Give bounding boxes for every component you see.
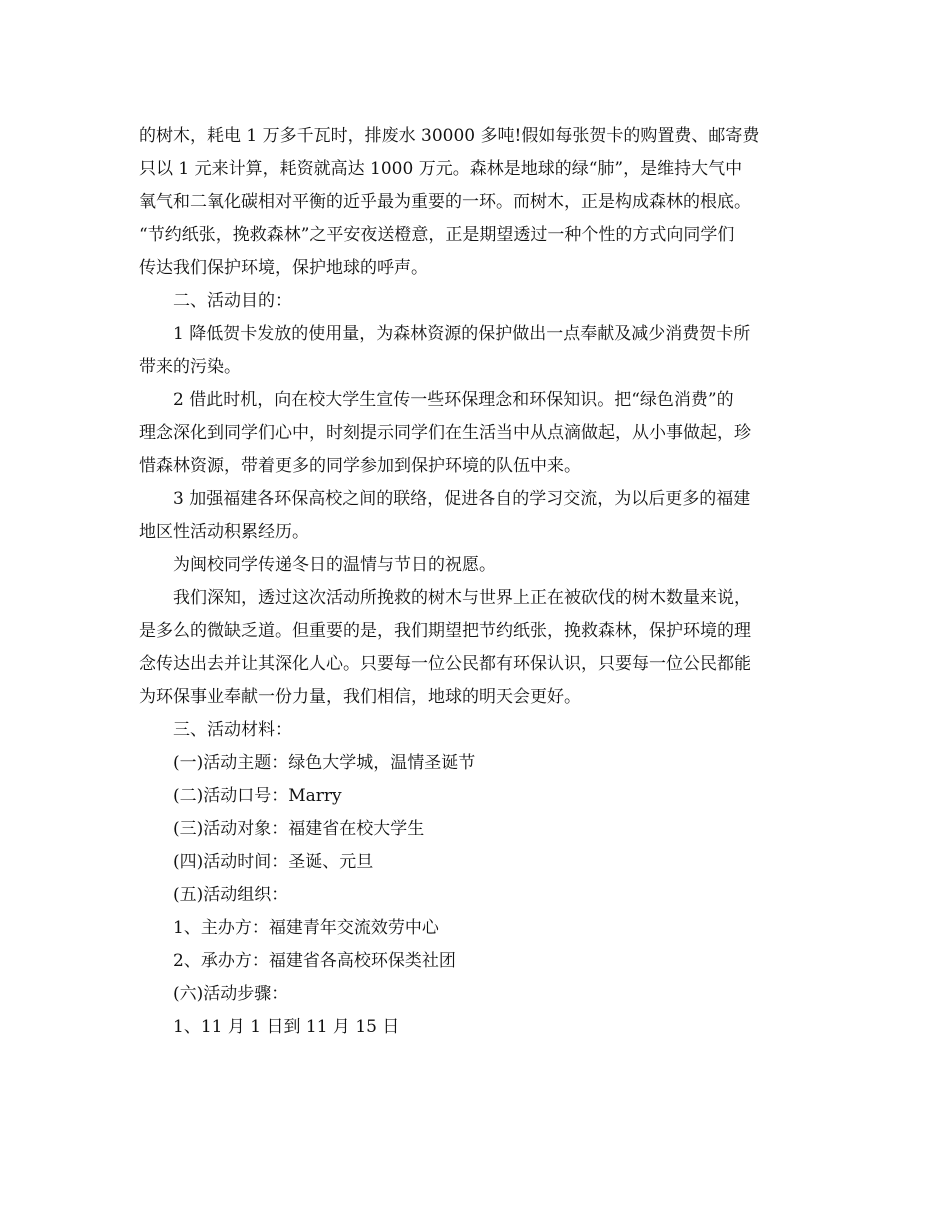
text-line: 的树木，耗电 1 万多千瓦时，排废水 30000 多吨!假如每张贺卡的购置费、邮寄费 [139, 126, 760, 146]
text-line: 是多么的微缺乏道。但重要的是，我们期望把节约纸张，挽救森林，保护环境的理 [139, 621, 751, 641]
list-item: 2、承办方：福建省各高校环保类社团 [173, 951, 456, 971]
text-line: 传达我们保护环境，保护地球的呼声。 [139, 258, 428, 278]
list-item: 1、主办方：福建青年交流效劳中心 [173, 918, 439, 938]
list-item: (六)活动步骤： [173, 984, 289, 1004]
list-item: (四)活动时间：圣诞、元旦 [173, 852, 374, 872]
text-line: 为闽校同学传递冬日的温情与节日的祝愿。 [173, 555, 496, 575]
section-heading: 三、活动材料： [173, 720, 292, 740]
text-line: 念传达出去并让其深化人心。只要每一位公民都有环保认识，只要每一位公民都能 [139, 654, 751, 674]
text-line: 只以 1 元来计算，耗资就高达 1000 万元。森林是地球的绿“肺”，是维持大气中 [139, 159, 743, 179]
list-item: (五)活动组织： [173, 885, 289, 905]
list-item: (三)活动对象：福建省在校大学生 [173, 819, 425, 839]
text-line: 1 降低贺卡发放的使用量，为森林资源的保护做出一点奉献及减少消费贺卡所 [173, 324, 751, 344]
section-heading: 二、活动目的： [173, 291, 292, 311]
document-body [139, 120, 811, 1044]
text-line: 惜森林资源，带着更多的同学参加到保护环境的队伍中来。 [139, 456, 581, 476]
list-item: (一)活动主题：绿色大学城，温情圣诞节 [173, 753, 476, 773]
text-line: 带来的污染。 [139, 357, 241, 377]
text-line: 为环保事业奉献一份力量，我们相信，地球的明天会更好。 [139, 687, 581, 707]
text-line: “节约纸张，挽救森林”之平安夜送橙意，正是期望透过一种个性的方式向同学们 [139, 225, 735, 245]
list-item: (二)活动口号：Marry [173, 786, 342, 806]
text-line: 理念深化到同学们心中，时刻提示同学们在生活当中从点滴做起，从小事做起，珍 [139, 423, 751, 443]
text-line: 氧气和二氧化碳相对平衡的近乎最为重要的一环。而树木，正是构成森林的根底。 [139, 192, 751, 212]
list-item: 1、11 月 1 日到 11 月 15 日 [173, 1017, 400, 1037]
text-line: 3 加强福建各环保高校之间的联络，促进各自的学习交流，为以后更多的福建 [173, 489, 751, 509]
text-line: 我们深知，透过这次活动所挽救的树木与世界上正在被砍伐的树木数量来说， [173, 588, 751, 608]
text-line: 2 借此时机，向在校大学生宣传一些环保理念和环保知识。把“绿色消费”的 [173, 390, 734, 410]
text-line: 地区性活动积累经历。 [139, 522, 309, 542]
